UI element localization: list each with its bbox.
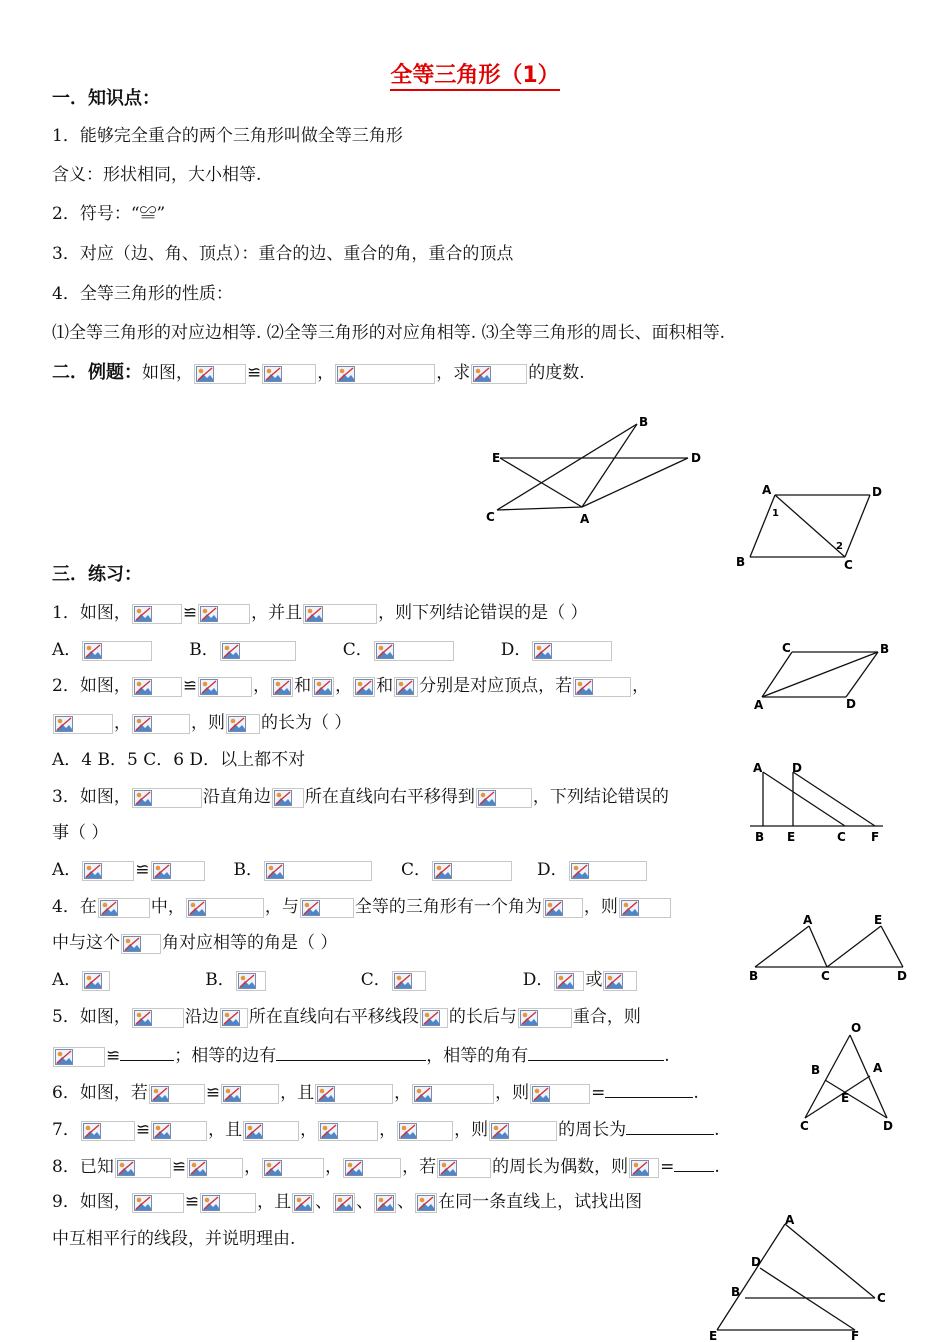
broken-image-icon [520, 1010, 538, 1026]
broken-image-icon [478, 790, 496, 806]
section-heading-practice: 三．练习： [52, 564, 142, 585]
formula-image [132, 1008, 184, 1028]
formula-image [353, 677, 375, 697]
formula-image [187, 1158, 243, 1178]
formula-image [629, 1158, 659, 1178]
formula-image [132, 1193, 184, 1213]
point-label: B [755, 830, 765, 844]
broken-image-icon [134, 790, 152, 806]
option-b-image [236, 971, 266, 991]
point-label: F [851, 1329, 860, 1342]
broken-image-icon [305, 606, 323, 622]
option-a-image [151, 861, 205, 881]
broken-image-icon [100, 900, 118, 916]
broken-image-icon [134, 606, 152, 622]
point-label: A [762, 483, 772, 497]
broken-image-icon [123, 936, 141, 952]
practice-figure-4 [745, 910, 915, 985]
point-label: B [880, 642, 890, 656]
point-label: E [709, 1329, 718, 1342]
broken-image-icon [355, 679, 373, 695]
broken-image-icon [320, 1123, 338, 1139]
option-c-image [432, 861, 512, 881]
broken-image-icon [134, 679, 152, 695]
point-label: F [871, 830, 880, 844]
broken-image-icon [202, 1195, 220, 1211]
option-d-image [603, 971, 637, 991]
broken-image-icon [302, 900, 320, 916]
point-label: A [873, 1061, 883, 1075]
example-figure-1 [480, 410, 710, 530]
broken-image-icon [532, 1086, 550, 1102]
formula-image [397, 1121, 453, 1141]
point-label: D [897, 969, 907, 983]
broken-image-icon [571, 863, 589, 879]
point-label: D [751, 1255, 761, 1269]
broken-image-icon [422, 1010, 440, 1026]
formula-image [300, 898, 354, 918]
formula-image [132, 788, 202, 808]
formula-image [271, 677, 293, 697]
broken-image-icon [189, 1160, 207, 1176]
formula-image [53, 1047, 105, 1067]
formula-image [343, 1158, 401, 1178]
formula-image [186, 898, 264, 918]
angle-label: 1 [772, 508, 779, 519]
option-c-image [374, 641, 454, 661]
point-label: B [639, 415, 649, 429]
question-6: 6．如图，若 ≌ ，且 ， ，则 = . [52, 1079, 699, 1105]
answer-blank[interactable] [528, 1042, 664, 1061]
question-1: 1．如图， ≌ ，并且 ，则下列结论错误的是（ ） [52, 603, 588, 623]
broken-image-icon [196, 366, 214, 382]
formula-image [262, 364, 316, 384]
formula-image [420, 1008, 448, 1028]
broken-image-icon [117, 1160, 135, 1176]
point-label: D [691, 451, 701, 465]
section-heading-example: 二．例题： [52, 362, 142, 383]
broken-image-icon [134, 716, 152, 732]
point-label: C [486, 510, 495, 524]
broken-image-icon [491, 1123, 509, 1139]
broken-image-icon [84, 863, 102, 879]
formula-image [573, 677, 631, 697]
formula-image [200, 1193, 256, 1213]
broken-image-icon [223, 1086, 241, 1102]
broken-image-icon [396, 679, 414, 695]
point-label: C [877, 1291, 886, 1305]
option-b-image [220, 641, 296, 661]
point-label: C [821, 969, 830, 983]
broken-image-icon [545, 900, 563, 916]
broken-image-icon [245, 1123, 263, 1139]
formula-image [194, 364, 246, 384]
option-c-image [392, 971, 426, 991]
answer-blank[interactable] [605, 1079, 693, 1098]
formula-image [374, 1193, 396, 1213]
formula-image [132, 714, 190, 734]
broken-image-icon [434, 863, 452, 879]
answer-blank[interactable] [120, 1042, 174, 1061]
broken-image-icon [134, 1195, 152, 1211]
question-2-cont: ， ，则 的长为（ ） [52, 711, 351, 735]
broken-image-icon [345, 1160, 363, 1176]
formula-image [412, 1084, 494, 1104]
broken-image-icon [376, 643, 394, 659]
formula-image [415, 1193, 437, 1213]
broken-image-icon [200, 679, 218, 695]
broken-image-icon [55, 1049, 73, 1065]
broken-image-icon [188, 900, 206, 916]
page-title: 全等三角形（1） [0, 58, 950, 89]
formula-image [53, 714, 113, 734]
formula-image [489, 1121, 557, 1141]
broken-image-icon [399, 1123, 417, 1139]
question-2-options: A．4 B．5 C．6 D．以上都不对 [52, 750, 306, 770]
formula-image [619, 898, 671, 918]
point-label: A [803, 913, 813, 927]
formula-image [518, 1008, 572, 1028]
formula-image [149, 1084, 205, 1104]
formula-image [115, 1158, 171, 1178]
question-5-cont: ≌ ；相等的边有 ，相等的角有 . [52, 1042, 670, 1068]
answer-blank[interactable] [276, 1042, 426, 1061]
broken-image-icon [631, 1160, 649, 1176]
section-heading-knowledge: 一．知识点： [52, 88, 160, 109]
formula-image [292, 1193, 314, 1213]
broken-image-icon [414, 1086, 432, 1102]
formula-image [198, 604, 250, 624]
question-7: 7． ≌ ，且 ， ， ，则 的周长为 . [52, 1116, 719, 1142]
broken-image-icon [337, 366, 355, 382]
broken-image-icon [222, 1010, 240, 1026]
point-label: O [851, 1021, 862, 1035]
question-4-cont: 中与这个 角对应相等的角是（ ） [52, 933, 338, 953]
formula-image [132, 604, 182, 624]
point-label: D [792, 761, 802, 775]
point-label: C [844, 558, 853, 572]
knowledge-line-5: 4．全等三角形的性质： [52, 284, 233, 304]
broken-image-icon [556, 973, 574, 989]
broken-image-icon [264, 1160, 282, 1176]
formula-image [333, 1193, 355, 1213]
broken-image-icon [200, 606, 218, 622]
question-5: 5．如图， 沿边 所在直线向右平移线段 的长后与 重合，则 [52, 1007, 641, 1027]
formula-image [543, 898, 583, 918]
broken-image-icon [534, 643, 552, 659]
formula-image [272, 788, 304, 808]
point-label: A [753, 761, 763, 775]
question-1-options: A． B． C． D． [52, 638, 613, 662]
question-8: 8．已知 ≌ ， ， ，若 的周长为偶数，则 = . [52, 1153, 720, 1179]
broken-image-icon [314, 679, 332, 695]
formula-image [81, 1121, 135, 1141]
knowledge-line-2: 含义：形状相同，大小相等. [52, 165, 262, 185]
question-3-options: A． ≌ B． C． D． [52, 858, 648, 882]
angle-label: 2 [836, 541, 843, 552]
point-label: E [787, 830, 796, 844]
option-a-image [82, 861, 134, 881]
formula-image [226, 714, 260, 734]
broken-image-icon [274, 790, 292, 806]
formula-image [394, 677, 418, 697]
point-label: B [811, 1063, 821, 1077]
question-3: 3．如图， 沿直角边 所在直线向右平移得到 ，下列结论错误的 [52, 787, 669, 807]
option-a-image [82, 641, 152, 661]
broken-image-icon [266, 863, 284, 879]
broken-image-icon [335, 1195, 353, 1211]
point-label: C [837, 830, 846, 844]
practice-figure-3 [745, 758, 895, 848]
formula-image [243, 1121, 299, 1141]
point-label: E [492, 451, 501, 465]
question-9-cont: 中互相平行的线段，并说明理由. [52, 1229, 296, 1249]
option-b-image [264, 861, 372, 881]
formula-image [262, 1158, 324, 1178]
formula-image [221, 1084, 279, 1104]
question-4: 4．在 中， ，与 全等的三角形有一个角为 ，则 [52, 895, 672, 919]
formula-image [312, 677, 334, 697]
point-label: C [800, 1119, 809, 1133]
point-label: B [736, 555, 746, 569]
formula-image [220, 1008, 248, 1028]
question-4-options: A． B． C． D． 或 [52, 968, 638, 992]
practice-figure-1 [750, 640, 900, 715]
broken-image-icon [153, 1123, 171, 1139]
knowledge-line-3: 2．符号：“≌” [52, 204, 166, 224]
broken-image-icon [273, 679, 291, 695]
broken-image-icon [228, 716, 246, 732]
formula-image [198, 677, 252, 697]
broken-image-icon [317, 1086, 335, 1102]
option-d-image [569, 861, 647, 881]
point-label: B [731, 1285, 741, 1299]
formula-image [303, 604, 377, 624]
point-label: A [754, 698, 764, 712]
formula-image [151, 1121, 207, 1141]
point-label: B [749, 969, 759, 983]
question-3-cont: 事（ ） [52, 823, 109, 843]
knowledge-line-6: ⑴全等三角形的对应边相等. ⑵全等三角形的对应角相等. ⑶全等三角形的周长、面积相等. [52, 323, 726, 343]
formula-image [437, 1158, 491, 1178]
point-label: D [846, 697, 856, 711]
question-2: 2．如图， ≌ ， 和 ， 和 分别是对应顶点，若 ， [52, 676, 650, 696]
option-a-image [82, 971, 110, 991]
answer-blank[interactable] [674, 1153, 714, 1172]
formula-image [121, 934, 161, 954]
point-label: C [782, 641, 791, 655]
knowledge-line-1: 1．能够完全重合的两个三角形叫做全等三角形 [52, 126, 403, 146]
answer-blank[interactable] [626, 1116, 714, 1135]
broken-image-icon [417, 1195, 435, 1211]
broken-image-icon [376, 1195, 394, 1211]
point-label: A [580, 512, 590, 526]
broken-image-icon [621, 900, 639, 916]
broken-image-icon [294, 1195, 312, 1211]
option-d-image [554, 971, 584, 991]
broken-image-icon [55, 716, 73, 732]
point-label: A [785, 1213, 795, 1227]
broken-image-icon [84, 643, 102, 659]
broken-image-icon [238, 973, 256, 989]
broken-image-icon [222, 643, 240, 659]
knowledge-line-4: 3．对应（边、角、顶点）：重合的边、重合的角，重合的顶点 [52, 244, 514, 264]
broken-image-icon [264, 366, 282, 382]
broken-image-icon [134, 1010, 152, 1026]
formula-image [98, 898, 150, 918]
broken-image-icon [84, 973, 102, 989]
formula-image [335, 364, 435, 384]
broken-image-icon [473, 366, 491, 382]
formula-image [132, 677, 182, 697]
broken-image-icon [153, 863, 171, 879]
option-d-image [532, 641, 612, 661]
formula-image [315, 1084, 393, 1104]
example-line: 二．例题：如图， ≌ ， ，求 的度数. [52, 362, 585, 383]
point-label: D [872, 485, 882, 499]
broken-image-icon [394, 973, 412, 989]
broken-image-icon [151, 1086, 169, 1102]
point-label: E [841, 1091, 850, 1105]
formula-image [471, 364, 527, 384]
broken-image-icon [439, 1160, 457, 1176]
formula-image [476, 788, 532, 808]
formula-image [530, 1084, 590, 1104]
practice-figure-9 [705, 1212, 895, 1342]
practice-figure-5 [795, 1020, 905, 1135]
broken-image-icon [605, 973, 623, 989]
point-label: E [874, 913, 883, 927]
point-label: D [883, 1119, 893, 1133]
formula-image [318, 1121, 378, 1141]
example-figure-2 [730, 480, 890, 570]
broken-image-icon [575, 679, 593, 695]
question-9: 9．如图， ≌ ，且 、 、 、 在同一条直线上，试找出图 [52, 1192, 643, 1212]
broken-image-icon [83, 1123, 101, 1139]
